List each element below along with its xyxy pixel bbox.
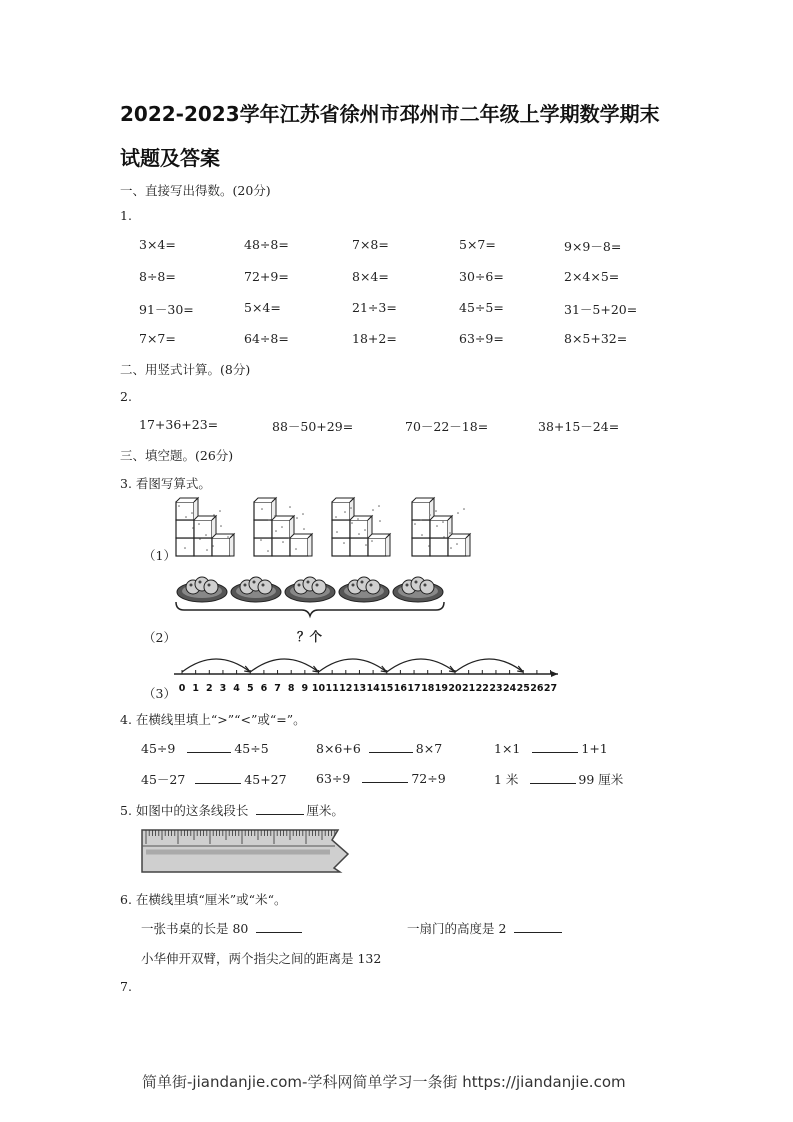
number-line-label: 16 (393, 683, 408, 694)
answer-blank[interactable] (362, 770, 408, 783)
q1-item: 8×5+32= (564, 331, 628, 346)
jump-arc (250, 659, 318, 672)
number-line-label: 1 (192, 683, 199, 694)
q5-label: 5. 如图中的这条线段长 (120, 803, 249, 818)
q2-item: 17+36+23= (139, 417, 219, 432)
fruit-plate-icon (231, 577, 281, 602)
answer-blank[interactable] (256, 920, 302, 933)
cube-stack (176, 498, 234, 556)
q4-right: 45+27 (244, 772, 287, 787)
q4-right: 72÷9 (411, 771, 446, 786)
q1-item: 5×4= (244, 300, 281, 315)
number-line-label: 9 (301, 683, 309, 694)
number-line-label: 12 (339, 683, 353, 694)
q4-item (494, 770, 623, 788)
q4-item (316, 740, 442, 756)
page-footer: 简单街-jiandanjie.com-学科网简单学习一条街 https://jiandanjie.com (142, 1073, 626, 1091)
q1-item: 72+9= (244, 269, 289, 284)
q6-item-b (407, 919, 562, 937)
number-line-label: 15 (380, 683, 394, 694)
number-line-label: 21 (462, 683, 476, 694)
answer-blank[interactable] (530, 771, 576, 784)
q1-item: 7×8= (352, 237, 389, 252)
q6-item-a (141, 919, 302, 937)
q4-item (141, 770, 287, 788)
section-2-heading: 二、用竖式计算。(8分) (120, 362, 251, 377)
answer-blank[interactable] (514, 920, 562, 933)
number-line-label: 2 (205, 683, 213, 694)
q3-sub1-label: （1） (143, 548, 176, 563)
q2-item: 70－22－18= (405, 419, 489, 434)
q4-left: 8×6+6 (316, 741, 361, 756)
q2-item: 88－50+29= (272, 419, 354, 434)
fruit-plate-icon (177, 577, 227, 602)
arrowhead-icon (551, 671, 558, 677)
q3-sub2-label: （2） (143, 630, 176, 645)
fruit-plates-figure (170, 570, 450, 622)
q1-item: 8÷8= (139, 269, 176, 284)
q1-item: 21÷3= (352, 300, 397, 315)
q4-left: 45－27 (141, 772, 186, 787)
fruit-plate-icon (393, 577, 443, 602)
q1-item: 7×7= (139, 331, 176, 346)
q2-item: 38+15－24= (538, 419, 620, 434)
cube-stack (412, 498, 470, 556)
number-line-label: 18 (421, 683, 435, 694)
q4-left: 1 米 (494, 772, 519, 787)
jump-arc (455, 659, 523, 672)
q4-label: 4. 在横线里填上“>”“<”或“=”。 (120, 712, 306, 727)
q4-item (141, 740, 269, 756)
number-line-label: 23 (489, 683, 503, 694)
q1-item: 9×9－8= (564, 239, 622, 254)
number-line-label: 4 (233, 683, 240, 694)
fruit-plate-icon (339, 577, 389, 602)
q5-line (120, 801, 344, 819)
q3-label: 3. 看图写算式。 (120, 476, 211, 491)
number-line-label: 20 (448, 683, 462, 694)
q1-item: 2×4×5= (564, 269, 620, 284)
jump-arc (387, 659, 455, 672)
q6-item-c: 小华伸开双臂，两个指尖之间的距离是 132 (141, 951, 382, 966)
number-line-label: 17 (407, 683, 421, 694)
q1-item: 3×4= (139, 237, 176, 252)
jump-arc (319, 659, 387, 672)
cube-stack (254, 498, 312, 556)
number-line-label: 27 (543, 683, 558, 694)
number-line-label: 3 (219, 683, 227, 694)
q2-number: 2. (120, 389, 132, 404)
q1-item: 18+2= (352, 331, 397, 346)
ruler-photo (140, 826, 350, 876)
number-line-figure (170, 652, 565, 696)
answer-blank[interactable] (187, 740, 231, 753)
number-line-label: 25 (516, 683, 530, 694)
number-line-label: 13 (352, 683, 367, 694)
q1-item: 8×4= (352, 269, 389, 284)
q1-item: 30÷6= (459, 269, 504, 284)
number-line-label: 0 (178, 683, 186, 694)
brace-label: ？个 (297, 629, 323, 644)
q7-number: 7. (120, 979, 132, 994)
number-line-label: 11 (325, 683, 339, 694)
cube-stack (332, 498, 390, 556)
q5-unit: 厘米。 (306, 803, 344, 818)
q1-item: 45÷5= (459, 300, 504, 315)
section-1-heading: 一、直接写出得数。(20分) (120, 183, 271, 198)
q4-item (316, 770, 446, 786)
number-line-label: 5 (246, 683, 254, 694)
number-line-label: 7 (274, 683, 281, 694)
answer-blank[interactable] (369, 740, 413, 753)
section-3-heading: 三、填空题。(26分) (120, 448, 234, 463)
q4-left: 1×1 (494, 741, 521, 756)
q4-right: 45÷5 (234, 741, 269, 756)
q4-right: 1+1 (581, 741, 608, 756)
number-line-label: 10 (311, 683, 326, 694)
q1-item: 48÷8= (244, 237, 289, 252)
q1-number: 1. (120, 208, 132, 223)
number-line-label: 22 (475, 683, 489, 694)
answer-blank[interactable] (256, 802, 304, 815)
q4-right: 8×7 (415, 741, 443, 756)
q4-item (494, 740, 608, 756)
q4-left: 45÷9 (141, 741, 176, 756)
fruit-plate-icon (285, 577, 335, 602)
q1-item: 31－5+20= (564, 302, 638, 317)
q6-label: 6. 在横线里填“厘米”或“米“。 (120, 892, 287, 907)
page-title-line2: 试题及答案 (120, 146, 220, 170)
number-line-label: 8 (287, 683, 295, 694)
number-line-label: 6 (260, 683, 268, 694)
q1-item: 64÷8= (244, 331, 289, 346)
q1-item: 5×7= (459, 237, 496, 252)
q1-item: 63÷9= (459, 331, 504, 346)
q1-item: 91－30= (139, 302, 194, 317)
number-line-label: 14 (366, 683, 380, 694)
answer-blank[interactable] (532, 740, 578, 753)
answer-blank[interactable] (195, 771, 241, 784)
jump-arc (182, 659, 250, 672)
number-line-label: 19 (434, 683, 448, 694)
number-line-label: 24 (502, 683, 517, 694)
page-title-line1: 2022-2023学年江苏省徐州市邳州市二年级上学期数学期末 (120, 102, 660, 126)
number-line-label: 26 (530, 683, 544, 694)
q6-text: 一扇门的高度是 2 (407, 921, 507, 936)
q4-left: 63÷9 (316, 771, 351, 786)
brace-icon (176, 602, 444, 616)
cube-stacks-figure (172, 496, 482, 560)
q6-text: 一张书桌的长是 80 (141, 921, 249, 936)
q3-sub3-label: （3） (143, 686, 176, 701)
q4-right: 99 厘米 (578, 772, 624, 787)
